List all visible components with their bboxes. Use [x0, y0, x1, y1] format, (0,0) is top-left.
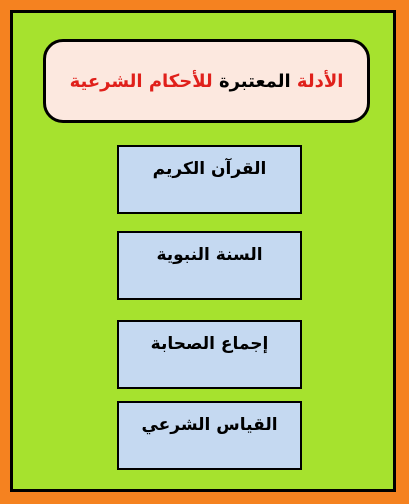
item-label: إجماع الصحابة: [150, 334, 269, 354]
title-box: [43, 39, 370, 123]
item-sunnah: [117, 231, 302, 300]
item-label: السنة النبوية: [156, 245, 263, 265]
item-ijma: [117, 320, 302, 389]
title-part-3: للأحكام الشرعية: [69, 70, 213, 92]
item-label: القرآن الكريم: [152, 159, 267, 179]
inner-panel: [10, 10, 396, 492]
item-quran: [117, 145, 302, 214]
title-part-2: المعتبرة: [218, 70, 291, 92]
item-qiyas: [117, 401, 302, 470]
item-label: القياس الشرعي: [141, 415, 278, 435]
title-part-1: الأدلة: [296, 70, 344, 92]
